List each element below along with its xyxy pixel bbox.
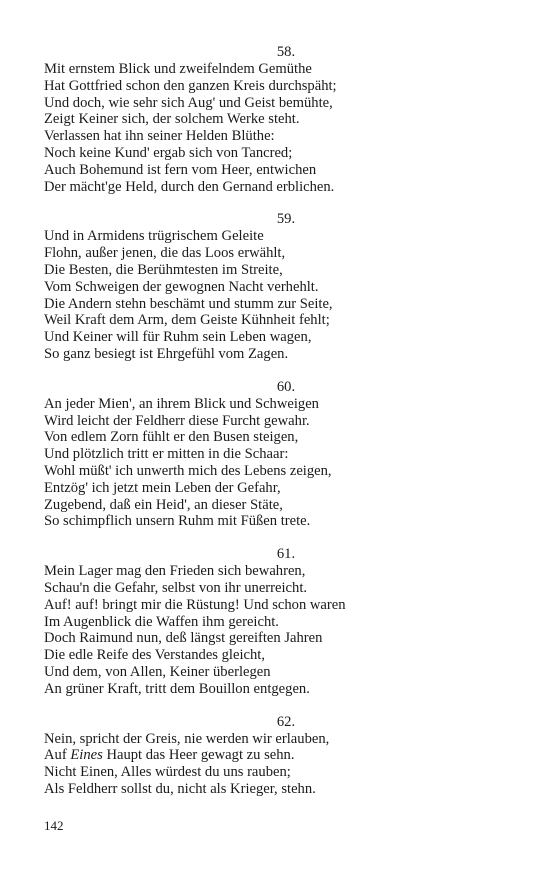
verse-line: Als Feldherr sollst du, nicht als Krieger, stehn. <box>44 780 316 797</box>
verse-line: Flohn, außer jenen, die das Loos erwählt, <box>44 245 286 262</box>
verse-line: Nicht Einen, Alles würdest du uns rauben; <box>44 764 291 781</box>
stanza-61 <box>44 546 514 697</box>
verse-line: An grüner Kraft, tritt dem Bouillon entgegen. <box>44 680 310 697</box>
stanza-59 <box>44 211 514 362</box>
verse-line: Wohl müßt' ich unwerth mich des Lebens zeigen, <box>44 462 332 479</box>
stanza-number: 58. <box>276 44 296 60</box>
verse-line: Zugebend, daß ein Heid', an dieser Stäte, <box>44 496 283 513</box>
verse-line: Weil Kraft dem Arm, dem Geiste Kühnheit fehlt; <box>44 312 330 329</box>
verse-line: Die Besten, die Berühmtesten im Streite, <box>44 261 283 278</box>
stanza-60 <box>44 379 514 530</box>
verse-line: So schimpflich unsern Ruhm mit Füßen trete. <box>44 513 311 530</box>
verse-text: Auf <box>44 747 71 764</box>
verse-line: Doch Raimund nun, deß längst gereiften Jahren <box>44 630 323 647</box>
verse-line: Mit ernstem Blick und zweifelndem Gemüthe <box>44 61 312 77</box>
verse-line: So ganz besiegt ist Ehrgefühl vom Zagen. <box>44 345 289 362</box>
verse-line: Der mächt'ge Held, durch den Gernand erblichen. <box>44 178 335 195</box>
verse-line: Zeigt Keiner sich, der solchem Werke steht. <box>44 111 300 128</box>
verse-line: An jeder Mien', an ihrem Blick und Schweigen <box>44 395 319 412</box>
verse-line: Wird leicht der Feldherr diese Furcht gewahr. <box>44 412 310 429</box>
page-number: 142 <box>44 818 64 833</box>
verse-line: Noch keine Kund' ergab sich von Tancred; <box>44 144 293 161</box>
stanza-58 <box>44 44 514 195</box>
verse-line: Vom Schweigen der gewognen Nacht verhehlt. <box>44 278 319 295</box>
verse-text: Haupt das Heer gewagt zu sehn. <box>102 747 295 764</box>
verse-line: Im Augenblick die Waffen ihm gereicht. <box>44 613 279 630</box>
verse-line <box>44 747 514 764</box>
verse-line: Und Keiner will für Ruhm sein Leben wagen, <box>44 329 312 346</box>
verse-line: Und doch, wie sehr sich Aug' und Geist bemühte, <box>44 94 333 111</box>
verse-line: Die Andern stehn beschämt und stumm zur Seite, <box>44 295 333 312</box>
verse-line: Die edle Reife des Verstandes gleicht, <box>44 647 265 664</box>
verse-line: Und dem, von Allen, Keiner überlegen <box>44 663 271 680</box>
verse-line: Auf! auf! bringt mir die Rüstung! Und schon waren <box>44 596 346 613</box>
verse-line: Schau'n die Gefahr, selbst von ihr unerreicht. <box>44 579 308 596</box>
verse-line: Und plötzlich tritt er mitten in die Schaar: <box>44 446 289 463</box>
stanza-number: 60. <box>276 378 296 395</box>
verse-line: Auch Bohemund ist fern vom Heer, entwichen <box>44 161 317 178</box>
verse-line: Hat Gottfried schon den ganzen Kreis durchspäht; <box>44 77 337 94</box>
verse-line: Nein, spricht der Greis, nie werden wir erlauben, <box>44 730 330 747</box>
verse-line: Von edlem Zorn fühlt er den Busen steigen, <box>44 429 299 446</box>
stanza-number: 62. <box>276 713 296 730</box>
emphasized-word: Eines <box>70 747 103 764</box>
stanza-number: 59. <box>276 211 296 228</box>
poem-page <box>44 44 514 814</box>
verse-line: Und in Armidens trügrischem Geleite <box>44 228 264 245</box>
stanza-number: 61. <box>276 546 296 563</box>
verse-line: Verlassen hat ihn seiner Helden Blüthe: <box>44 128 275 145</box>
verse-line: Mein Lager mag den Frieden sich bewahren, <box>44 563 306 580</box>
stanza-62 <box>44 714 514 798</box>
verse-line: Entzög' ich jetzt mein Leben der Gefahr, <box>44 479 281 496</box>
